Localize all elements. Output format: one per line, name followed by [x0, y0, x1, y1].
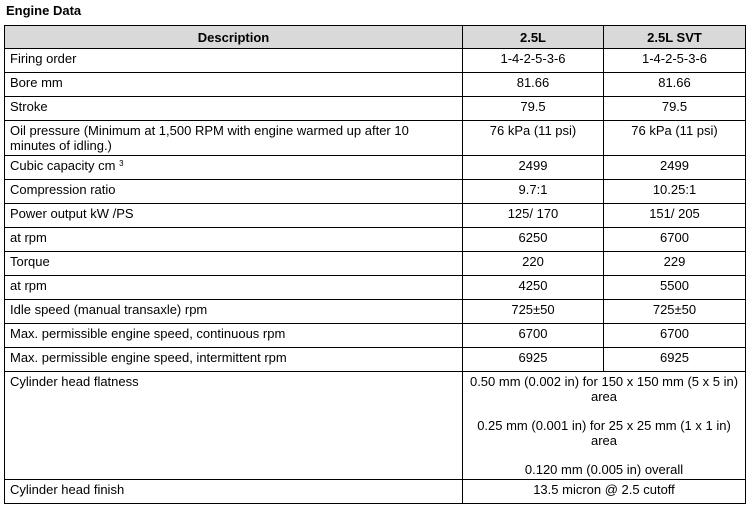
row-label: Power output kW /PS	[5, 204, 463, 228]
table-row	[5, 252, 746, 276]
table-row	[5, 348, 746, 372]
row-label: at rpm	[5, 228, 463, 252]
row-value-2-5l: 6250	[463, 228, 604, 252]
row-value-2-5l-svt: 76 kPa (11 psi)	[604, 121, 746, 156]
row-value-2-5l-svt: 81.66	[604, 73, 746, 97]
flatness-line: 0.25 mm (0.001 in) for 25 x 25 mm (1 x 1 in) area	[477, 418, 731, 448]
table-row	[5, 300, 746, 324]
flatness-row	[5, 372, 746, 480]
superscript: 3	[119, 159, 124, 168]
header-description: Description	[5, 26, 463, 49]
row-value-2-5l-svt: 6925	[604, 348, 746, 372]
row-value-2-5l: 4250	[463, 276, 604, 300]
row-value-2-5l-svt: 6700	[604, 228, 746, 252]
table-row	[5, 49, 746, 73]
row-label: Max. permissible engine speed, continuous rpm	[5, 324, 463, 348]
header-2-5l-svt: 2.5L SVT	[604, 26, 746, 49]
table-row	[5, 121, 746, 156]
row-value-2-5l: 81.66	[463, 73, 604, 97]
row-label: Oil pressure (Minimum at 1,500 RPM with engine warmed up after 10 minutes of idling.)	[5, 121, 463, 156]
row-value-2-5l-svt: 79.5	[604, 97, 746, 121]
finish-value: 13.5 micron @ 2.5 cutoff	[463, 480, 746, 504]
row-label: Cubic capacity cm	[10, 158, 116, 173]
row-value-2-5l: 6700	[463, 324, 604, 348]
row-label: Bore mm	[5, 73, 463, 97]
table-row	[5, 228, 746, 252]
row-value-2-5l-svt: 6700	[604, 324, 746, 348]
row-label: Idle speed (manual transaxle) rpm	[5, 300, 463, 324]
row-value-2-5l: 79.5	[463, 97, 604, 121]
row-value-2-5l-svt: 1-4-2-5-3-6	[604, 49, 746, 73]
row-label: Max. permissible engine speed, intermittent rpm	[5, 348, 463, 372]
row-value-2-5l-svt: 725±50	[604, 300, 746, 324]
table-row	[5, 97, 746, 121]
table-row	[5, 180, 746, 204]
row-label: Stroke	[5, 97, 463, 121]
flatness-line: 0.120 mm (0.005 in) overall	[524, 462, 684, 477]
row-label: Torque	[5, 252, 463, 276]
table-row	[5, 73, 746, 97]
table-header-row	[5, 26, 746, 49]
table-row	[5, 324, 746, 348]
row-value-2-5l: 2499	[463, 156, 604, 180]
row-label: Firing order	[5, 49, 463, 73]
page-title: Engine Data	[6, 3, 82, 18]
flatness-line: 0.50 mm (0.002 in) for 150 x 150 mm (5 x 5 in) area	[469, 374, 739, 404]
finish-row	[5, 480, 746, 504]
row-value-2-5l: 1-4-2-5-3-6	[463, 49, 604, 73]
row-value-2-5l-svt: 10.25:1	[604, 180, 746, 204]
row-value-2-5l: 9.7:1	[463, 180, 604, 204]
row-value-2-5l-svt: 151/ 205	[604, 204, 746, 228]
row-value-2-5l: 725±50	[463, 300, 604, 324]
row-value-2-5l: 76 kPa (11 psi)	[463, 121, 604, 156]
row-label: at rpm	[5, 276, 463, 300]
engine-data-table	[4, 25, 746, 504]
row-value-2-5l: 125/ 170	[463, 204, 604, 228]
row-value-2-5l: 6925	[463, 348, 604, 372]
table-row	[5, 276, 746, 300]
row-label: Compression ratio	[5, 180, 463, 204]
row-value-2-5l-svt: 5500	[604, 276, 746, 300]
row-label: Cylinder head flatness	[5, 372, 463, 480]
header-2-5l: 2.5L	[463, 26, 604, 49]
table-row	[5, 204, 746, 228]
flatness-values	[463, 372, 746, 480]
row-value-2-5l-svt: 2499	[604, 156, 746, 180]
row-label: Cylinder head finish	[5, 480, 463, 504]
row-value-2-5l-svt: 229	[604, 252, 746, 276]
row-value-2-5l: 220	[463, 252, 604, 276]
table-row	[5, 156, 746, 180]
row-label-cell	[5, 156, 463, 180]
